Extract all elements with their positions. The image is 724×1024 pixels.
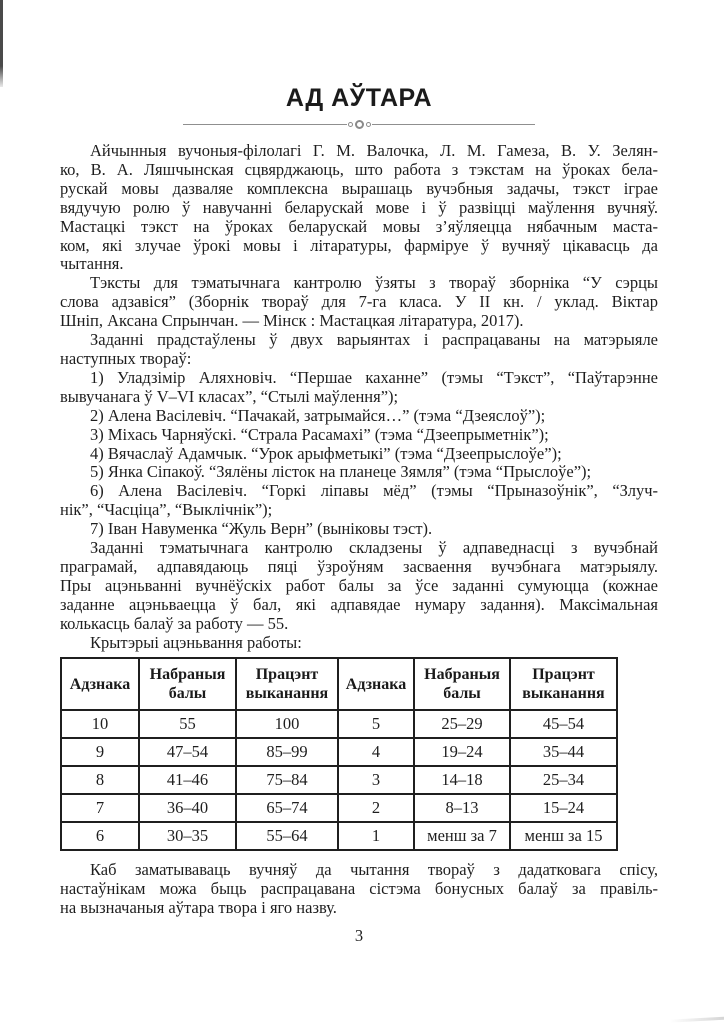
text-line: Крытэрыі ацэньвання работы: (90, 632, 302, 652)
text-line: Шніп, Аксана Спрынчан. — Мінск : Мастацкая літаратура, 2017). (60, 311, 524, 331)
table-cell: 45–54 (510, 710, 617, 738)
text-line: Заданні тэматычнага кантролю складзены ў адпаведнасці з вучэбнай (90, 538, 658, 558)
text-line: Заданні прадстаўлены ў двух варыянтах і распрацаваны на матэрыяле (90, 330, 658, 350)
text-line: Каб заматываваць вучняў да чытання твораў з дадатковага спісу, (90, 860, 658, 880)
table-cell: 5 (338, 710, 414, 738)
table-cell: менш за 15 (510, 822, 617, 850)
table-header-cell: Адзнака (61, 658, 139, 710)
table-header-cell: Набраныя балы (139, 658, 236, 710)
text-line: 3) Міхась Чарняўскі. “Страла Расамахі” (тэма “Дзеепрыметнік”); (90, 424, 549, 444)
divider-line (183, 124, 347, 125)
text-line: Айчынныя вучоныя-філолагі Г. М. Валочка, Л. М. Гамеза, В. У. Зелян- (90, 141, 658, 160)
paragraph (60, 445, 658, 464)
text-line: ком, які злучае ўрокі мовы і літаратуры, фарміруе ў вучняў цікавасць да (60, 235, 658, 255)
paragraph (60, 331, 658, 369)
paragraph (60, 634, 658, 653)
table-header-cell: Працэнт выканання (510, 658, 617, 710)
text-line: ко, В. А. Ляшчынская сцвярджаюць, што работа з тэкстам на ўроках бела- (60, 159, 658, 179)
table-body (61, 710, 617, 850)
table-cell: 8 (61, 766, 139, 794)
table-row (61, 710, 617, 738)
text-line: 1) Уладзімір Аляхновіч. “Першае каханне” (тэмы “Тэкст”, “Паўтарэнне (90, 367, 658, 387)
text-line: Тэксты для тэматычнага кантролю ўзяты з твораў зборніка “У сэрцы (90, 273, 658, 293)
ornament-circle-icon (348, 122, 353, 127)
table-cell: 10 (61, 710, 139, 738)
table-cell: менш за 7 (414, 822, 510, 850)
table-cell: 19–24 (414, 738, 510, 766)
paragraph (60, 861, 658, 918)
paragraph (60, 520, 658, 539)
table-cell: 85–99 (236, 738, 338, 766)
text-line: вывучанага ў V–VI класах”, “Стылі маўлення”); (60, 386, 399, 406)
table-cell: 15–24 (510, 794, 617, 822)
table-row (61, 794, 617, 822)
body-text (60, 142, 658, 652)
table-header-row (61, 658, 617, 710)
text-line: нік”, “Часціца”, “Выклічнік”); (60, 500, 273, 520)
table-cell: 14–18 (414, 766, 510, 794)
paragraph (60, 369, 658, 407)
scan-artifact-line (0, 0, 3, 87)
text-line: 6) Алена Васілевіч. “Горкі ліпавы мёд” (тэмы “Прыназоўнік”, “Злуч- (90, 481, 658, 501)
divider-line (372, 124, 536, 125)
grading-criteria-table (60, 657, 618, 851)
text-line: наступных твораў: (60, 348, 192, 368)
text-line: 5) Янка Сіпакоў. “Зялёны лісток на планеце Зямля” (тэма “Прыслоўе”); (90, 462, 592, 482)
scan-artifact-line (670, 1016, 724, 1022)
page-number: 3 (354, 926, 364, 946)
text-line: на вызначаныя аўтара твора і яго назву. (60, 898, 337, 918)
table-cell: 9 (61, 738, 139, 766)
table-cell: 100 (236, 710, 338, 738)
page-content (60, 84, 658, 946)
table-cell: 3 (338, 766, 414, 794)
paragraph (60, 407, 658, 426)
text-line: рускай мовы дазваляе комплексна вырашаць вучэбныя задачы, тэкст іграе (60, 178, 658, 198)
text-line: Мастацкі тэкст на ўроках беларускай мовы з’яўляецца нябачным маста- (60, 216, 658, 236)
table-row (61, 766, 617, 794)
text-line: 2) Алена Васілевіч. “Пачакай, затрымайся…” (тэма “Дзеяслоў”); (90, 405, 546, 425)
divider-ornament-icon (183, 119, 535, 129)
text-line: Пры ацэньванні вучнёўскіх работ балы за ўсе заданні сумуюцца (кожнае (60, 575, 658, 595)
table-header-cell: Набраныя балы (414, 658, 510, 710)
table-cell: 55 (139, 710, 236, 738)
table-cell: 36–40 (139, 794, 236, 822)
table-cell: 30–35 (139, 822, 236, 850)
paragraph (60, 463, 658, 482)
ornament-circle-icon (355, 120, 364, 129)
paragraph (60, 142, 658, 274)
text-line: чытання. (60, 254, 124, 274)
table-cell: 55–64 (236, 822, 338, 850)
table-cell: 35–44 (510, 738, 617, 766)
table-cell: 75–84 (236, 766, 338, 794)
table-cell: 1 (338, 822, 414, 850)
text-line: заданне ацэньваецца ў бал, які адпавядае нумару задання). Максімальная (60, 594, 658, 614)
table-cell: 47–54 (139, 738, 236, 766)
text-line: 7) Іван Навуменка “Жуль Верн” (выніковы тэст). (90, 519, 433, 539)
text-line: вядучую ролю ў навучанні беларускай мове і ў развіцці маўлення вучняў. (60, 197, 658, 217)
table-cell: 6 (61, 822, 139, 850)
table-header-cell: Адзнака (338, 658, 414, 710)
chapter-title: АД АЎТАРА (285, 84, 433, 112)
table-cell: 4 (338, 738, 414, 766)
text-line: праграмай, адпавядаюць пяці ўзроўням засваення вучэбнага матэрыялу. (60, 556, 658, 576)
table-cell: 25–29 (414, 710, 510, 738)
table-cell: 7 (61, 794, 139, 822)
table-row (61, 738, 617, 766)
text-line: слова адзавіся” (Зборнік твораў для 7-га класа. У II кн. / уклад. Віктар (60, 292, 658, 312)
text-line: 4) Вячаслаў Адамчык. “Урок арыфметыкі” (тэма “Дзеепрыслоўе”); (90, 443, 562, 463)
ornament-circle-icon (366, 122, 371, 127)
text-line: настаўнікам можа быць распрацавана сістэма бонусных балаў за правіль- (60, 879, 658, 899)
table-header-cell: Працэнт выканання (236, 658, 338, 710)
paragraph (60, 482, 658, 520)
table-cell: 2 (338, 794, 414, 822)
table-cell: 8–13 (414, 794, 510, 822)
table-cell: 25–34 (510, 766, 617, 794)
closing-text (60, 861, 658, 918)
table-cell: 41–46 (139, 766, 236, 794)
table-row (61, 822, 617, 850)
paragraph (60, 539, 658, 634)
paragraph (60, 426, 658, 445)
text-line: колькасць балаў за работу — 55. (60, 613, 289, 633)
table-cell: 65–74 (236, 794, 338, 822)
paragraph (60, 274, 658, 331)
